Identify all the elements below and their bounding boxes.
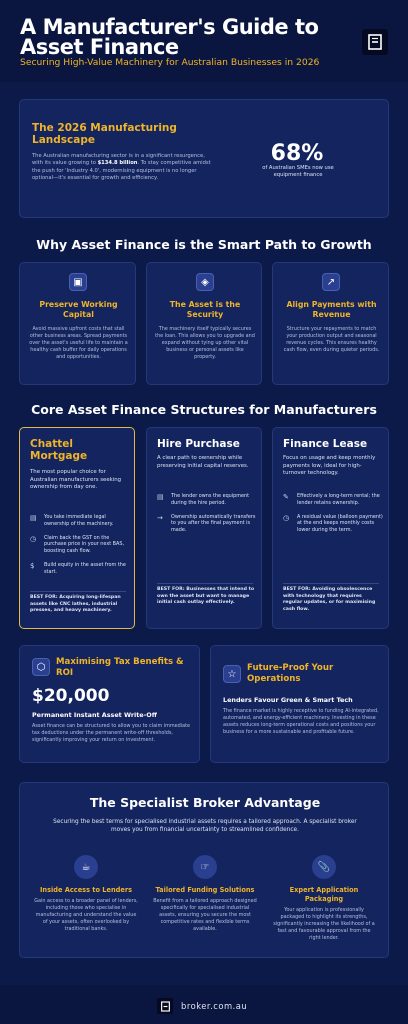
landscape-card: [19, 99, 389, 218]
broker-item-2-body: Benefit from a tailored approach designed specifically for specialised industrial assets, ensuring you secure the most competitive rates and flexible terms available.: [153, 898, 257, 932]
lease-title: Finance Lease: [283, 438, 368, 450]
clock-icon: ◷: [30, 534, 37, 543]
tax-amount: $20,000: [32, 686, 110, 706]
future-card: [210, 645, 389, 763]
chattel-bullets: [30, 514, 130, 583]
landscape-body: The Australian manufacturing sector is in a significant resurgence, with its value growing to $134.8 billion. To stay competitive amidst the push for 'Industry 4.0', modernising equipment is no longer optional—it's essential for growth and efficiency.: [32, 153, 211, 182]
page-header: [0, 0, 408, 82]
future-body: The finance market is highly receptive to funding AI-integrated, automated, and energy-efficient machinery. Investing in these assets reduces long-term operational costs and positions your business for a more sustainable and profitable future.: [223, 708, 379, 735]
future-subtitle: Lenders Favour Green & Smart Tech: [223, 696, 353, 704]
lease-bullet-1: ✎ Effectively a long-term rental; the lender retains ownership.: [283, 493, 380, 506]
chattel-intro: The most popular choice for Australian manufacturers seeking ownership from day one.: [30, 469, 122, 491]
hire-title: Hire Purchase: [157, 438, 240, 450]
landscape-stat-value: 68%: [270, 141, 324, 166]
broker-item-1-title: Inside Access to Lenders: [39, 886, 133, 894]
hire-best-for: BEST FOR: Businesses that intend to own the asset but want to manage initial cash outlay effectively.: [157, 587, 255, 606]
why-card-3: [272, 262, 389, 385]
hire-bullet-1: ▤ The lender owns the equipment during the hire period.: [157, 493, 250, 506]
broker-item-3-title: Expert Application Packaging: [289, 886, 359, 903]
lease-bullets: [283, 493, 383, 541]
arrow-icon: →: [157, 513, 163, 522]
future-title: Future-Proof Your Operations: [247, 663, 334, 684]
pen-icon: ✎: [283, 493, 289, 501]
page-subtitle: Securing High-Value Machinery for Australian Businesses in 2026: [20, 57, 320, 68]
why-section-title: Why Asset Finance is the Smart Path to Growth: [36, 237, 372, 252]
document-icon: ▤: [30, 514, 37, 522]
tax-subtitle: Permanent Instant Asset Write-Off: [32, 711, 157, 719]
footer-url-link[interactable]: broker.com.au: [181, 1001, 248, 1011]
broker-item-1-body: Gain access to a broader panel of lenders, including those who specialise in manufacturing and understand the value of your assets, often overlooked by traditional banks.: [34, 898, 138, 932]
why-card-1: [19, 262, 136, 385]
chattel-bullet-3: $ Build equity in the asset from the start.: [30, 561, 126, 575]
why-card-3-title: Align Payments with Revenue: [286, 300, 377, 319]
shield-icon: ◈: [196, 273, 214, 291]
broker-title: The Specialist Broker Advantage: [89, 795, 321, 810]
lease-best-for: BEST FOR: Avoiding obsolescence with technology that requires regular updates, or for maximising cash flow.: [283, 587, 376, 612]
lease-intro: Focus on usage and keep monthly payments low, ideal for high-turnover technology.: [283, 455, 376, 477]
tax-title: Maximising Tax Benefits & ROI: [56, 657, 184, 678]
why-card-1-body: Avoid massive upfront costs that stall other business areas. Spread payments over the asset's useful life to maintain a healthy cash buffer for daily operations and opportunities.: [29, 326, 128, 360]
why-card-3-body: Structure your repayments to match your production output and seasonal revenue cycles. This ensures healthy cash flow, even during quieter periods.: [283, 326, 380, 353]
cup-icon: ☕: [74, 855, 98, 879]
chattel-bullet-2: ◷ Claim back the GST on the purchase price in your next BAS, boosting cash flow.: [30, 534, 125, 555]
hire-divider: [157, 583, 253, 584]
lease-divider: [283, 583, 379, 584]
chart-icon: ↗: [322, 273, 340, 291]
lease-bullet-2: ◷ A residual value (balloon payment) at the end keeps monthly costs lower during the term.: [283, 513, 383, 534]
footer: [0, 985, 408, 1024]
document-icon: ▤: [157, 493, 164, 501]
footer-logo-icon: [157, 998, 173, 1014]
broker-intro: Securing the best terms for specialised industrial assets requires a tailored approach. A specialist broker moves you from financial uncertainty to streamlined confidence.: [53, 819, 357, 833]
structures-section-title: Core Asset Finance Structures for Manufacturers: [31, 402, 377, 417]
lease-card: [272, 427, 389, 629]
landscape-title: The 2026 Manufacturing Landscape: [32, 122, 177, 146]
chattel-title: Chattel Mortgage: [30, 438, 88, 462]
tax-card: [19, 645, 200, 763]
page-title: A Manufacturer's Guide to Asset Finance: [20, 15, 319, 59]
chattel-card: [19, 427, 135, 629]
broker-logo-icon: [362, 29, 388, 55]
hire-bullet-2: → Ownership automatically transfers to you after the final payment is made.: [157, 513, 256, 534]
wallet-icon: ▣: [69, 273, 87, 291]
chattel-divider: [30, 591, 126, 592]
hire-card: [146, 427, 262, 629]
broker-item-2-title: Tailored Funding Solutions: [155, 886, 255, 894]
chattel-best-for: BEST FOR: Acquiring long-lifespan assets like CNC lathes, industrial presses, and heavy machinery.: [30, 595, 121, 614]
chattel-bullet-1: ▤ You take immediate legal ownership of the machinery.: [30, 514, 114, 527]
star-icon: ☆: [223, 665, 241, 683]
tax-body: Asset finance can be structured to allow you to claim immediate tax deductions under the permanent write-off thresholds, significantly improving your return on investment.: [32, 723, 191, 743]
hire-intro: A clear path to ownership while preserving initial capital reserves.: [157, 455, 249, 469]
cube-icon: ⬡: [32, 658, 50, 676]
paperclip-icon: 📎: [312, 855, 336, 879]
landscape-stat-label: of Australian SMEs now use equipment finance: [262, 165, 334, 179]
dollar-icon: $: [30, 561, 35, 570]
handshake-icon: ☞: [193, 855, 217, 879]
broker-card: [19, 782, 389, 958]
why-card-1-title: Preserve Working Capital: [39, 300, 118, 319]
why-card-2-body: The machinery itself typically secures the loan. This allows you to upgrade and expand without tying up other vital business or personal assets like property.: [155, 326, 255, 360]
hire-bullets: [157, 493, 257, 541]
why-card-2-title: The Asset is the Security: [169, 300, 241, 319]
why-card-2: [146, 262, 262, 385]
broker-item-3-body: Your application is professionally packaged to highlight its strengths, significantly increasing the likelihood of a fast and favourable approval from the right lender.: [273, 907, 375, 941]
clock-icon: ◷: [283, 513, 290, 522]
